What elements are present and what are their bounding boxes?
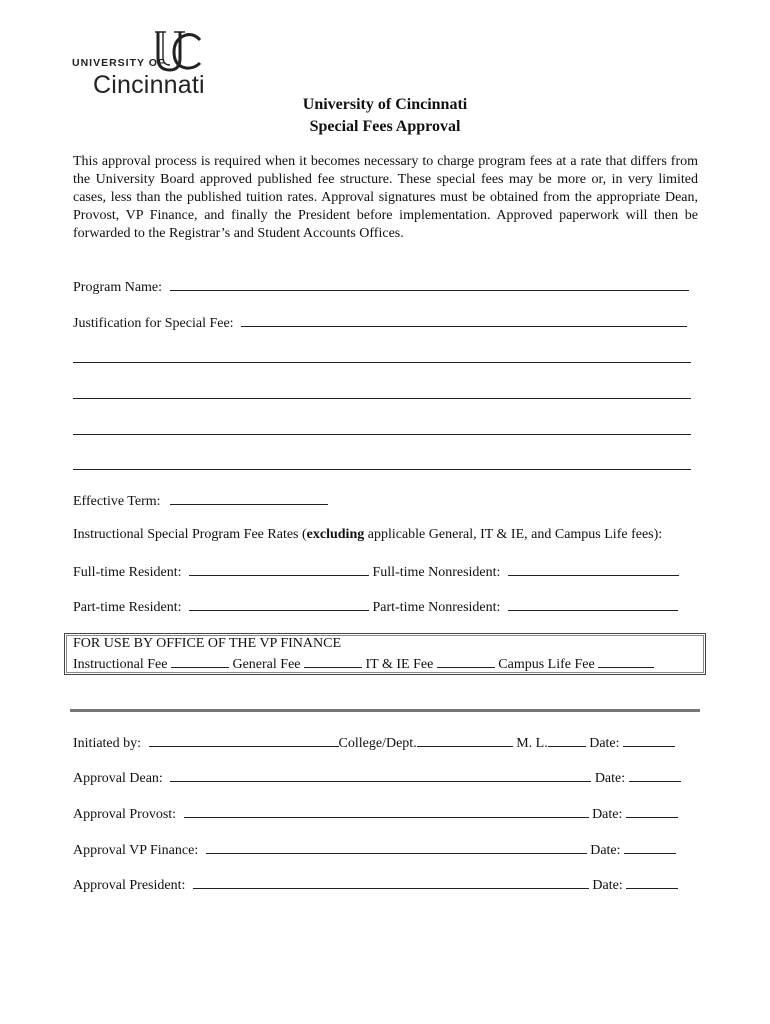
intro-paragraph: This approval process is required when it becomes necessary to charge program fees at a rate that differs from the University Board approved published fee structure. These special fees may be more or, in very limited cases, less than the published tuition rates. Approval signatures must be obtained from the appropriate Dean, Provost, VP Finance, and finally the President before implementation. Approved paperwork will then be forwarded to the Registrar’s and Student Accounts Offices. <box>73 154 698 241</box>
approval-dean-signature[interactable] <box>170 768 591 782</box>
ml-label: M. L. <box>516 736 548 751</box>
justification-row <box>73 313 687 332</box>
initiated-by-field[interactable] <box>149 733 339 747</box>
uc-logo-mark <box>154 30 204 76</box>
approval-president-label: Approval President: <box>73 878 186 893</box>
program-name-row <box>73 277 689 296</box>
justification-label: Justification for Special Fee: <box>73 316 234 331</box>
president-date-field[interactable] <box>626 875 678 889</box>
approval-vp-finance-row <box>73 840 676 859</box>
approval-vp-finance-signature[interactable] <box>206 840 587 854</box>
it-ie-fee-field[interactable] <box>437 654 495 668</box>
provost-date-label: Date: <box>592 807 623 822</box>
instructional-fee-field[interactable] <box>171 654 229 668</box>
parttime-resident-field[interactable] <box>189 597 369 611</box>
effective-term-field[interactable] <box>170 491 328 505</box>
form-subtitle: Special Fees Approval <box>309 118 461 135</box>
approval-president-row <box>73 875 678 894</box>
campus-life-fee-label: Campus Life Fee <box>498 657 595 672</box>
approval-provost-row <box>73 804 678 823</box>
vp-finance-box <box>64 633 706 675</box>
approval-provost-label: Approval Provost: <box>73 807 177 822</box>
provost-date-field[interactable] <box>626 804 678 818</box>
initiated-date-field[interactable] <box>623 733 675 747</box>
approval-president-signature[interactable] <box>193 875 589 889</box>
general-fee-field[interactable] <box>304 654 362 668</box>
president-date-label: Date: <box>592 878 623 893</box>
form-title: University of Cincinnati <box>302 96 468 113</box>
parttime-resident-label: Part-time Resident: <box>73 600 182 615</box>
instructional-fee-label: Instructional Fee <box>73 657 168 672</box>
rates-instruction <box>73 526 698 544</box>
dean-date-label: Date: <box>594 771 626 786</box>
initiated-by-label: Initiated by: <box>73 736 142 751</box>
rates-text-after: applicable General, IT & IE, and Campus Life fees): <box>364 527 663 542</box>
initiated-by-row <box>73 733 675 752</box>
general-fee-label: General Fee <box>232 657 301 672</box>
justification-line-3[interactable] <box>73 398 691 399</box>
vp-finance-heading: FOR USE BY OFFICE OF THE VP FINANCE <box>73 636 341 651</box>
justification-field[interactable] <box>241 313 687 327</box>
fulltime-nonresident-field[interactable] <box>508 562 679 576</box>
section-divider <box>70 709 700 712</box>
fulltime-resident-field[interactable] <box>189 562 369 576</box>
program-name-label: Program Name: <box>73 280 163 295</box>
approval-vp-finance-label: Approval VP Finance: <box>73 843 199 858</box>
vp-finance-date-field[interactable] <box>624 840 676 854</box>
rates-text-before: Instructional Special Program Fee Rates ( <box>73 527 307 542</box>
approval-provost-signature[interactable] <box>184 804 589 818</box>
fulltime-row <box>73 562 679 581</box>
rates-text-bold: excluding <box>306 527 365 542</box>
parttime-nonresident-label: Part-time Nonresident: <box>372 600 501 615</box>
effective-term-label: Effective Term: <box>73 494 161 509</box>
vp-finance-date-label: Date: <box>590 843 621 858</box>
vp-finance-fees-row <box>73 654 654 673</box>
dean-date-field[interactable] <box>629 768 681 782</box>
justification-line-2[interactable] <box>73 362 691 363</box>
fulltime-resident-label: Full-time Resident: <box>73 565 182 580</box>
parttime-row <box>73 597 678 616</box>
it-ie-fee-label: IT & IE Fee <box>365 657 434 672</box>
fulltime-nonresident-label: Full-time Nonresident: <box>372 565 501 580</box>
program-name-field[interactable] <box>170 277 689 291</box>
university-logo <box>72 30 222 100</box>
approval-dean-row <box>73 768 681 787</box>
effective-term-row <box>73 491 328 510</box>
justification-line-4[interactable] <box>73 434 691 435</box>
campus-life-fee-field[interactable] <box>598 654 654 668</box>
college-dept-label: College/Dept. <box>338 736 417 751</box>
initiated-date-label: Date: <box>589 736 620 751</box>
justification-line-5[interactable] <box>73 469 691 470</box>
logo-cincinnati: Cincinnati <box>93 71 205 99</box>
college-dept-field[interactable] <box>417 733 513 747</box>
ml-field[interactable] <box>548 733 586 747</box>
logo-university-of: UNIVERSITY OF <box>72 57 166 69</box>
parttime-nonresident-field[interactable] <box>508 597 678 611</box>
approval-dean-label: Approval Dean: <box>73 771 163 786</box>
